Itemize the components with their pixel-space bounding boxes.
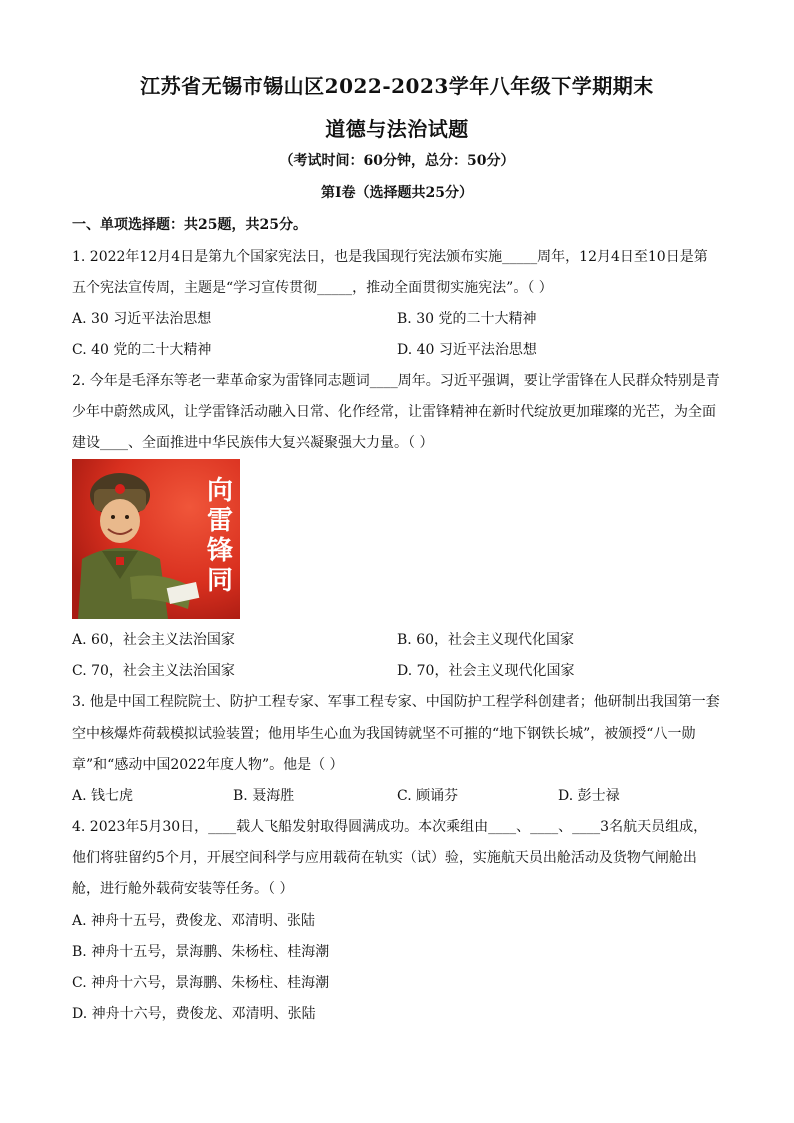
q1-option-a[interactable]: A. 30 习近平法治思想: [72, 311, 212, 327]
q1-text-line2: 五个宪法宣传周，主题是“学习宣传贯彻_____，推动全面贯彻实施宪法”。（ ）: [72, 280, 553, 296]
q4-text-line3: 舱，进行舱外载荷安装等任务。（ ）: [72, 881, 294, 897]
q2-text-line3: 建设____、全面推进中华民族伟大复兴凝聚强大力量。（ ）: [72, 435, 434, 451]
lei-feng-poster-image: [72, 459, 240, 619]
q3-option-d[interactable]: D. 彭士禄: [558, 788, 620, 804]
exam-title: 江苏省无锡市锡山区2022-2023学年八年级下学期期末: [140, 74, 654, 98]
q4-option-d[interactable]: D. 神舟十六号，费俊龙、邓清明、张陆: [72, 1006, 316, 1022]
q4-option-c[interactable]: C. 神舟十六号，景海鹏、朱杨柱、桂海潮: [72, 975, 330, 991]
q3-text-line1: 3. 他是中国工程院院士、防护工程专家、军事工程专家、中国防护工程学科创建者；他研制出我国第一套: [72, 694, 720, 710]
q3-option-b[interactable]: B. 聂海胜: [233, 788, 295, 804]
q3-text-line2: 空中核爆炸荷载模拟试验装置；他用毕生心血为我国铸就坚不可摧的“地下钢铁长城”，被颁授“八一勋: [72, 726, 696, 742]
q2-option-d[interactable]: D. 70，社会主义现代化国家: [397, 663, 575, 679]
q2-text-line2: 少年中蔚然成风，让学雷锋活动融入日常、化作经常，让雷锋精神在新时代绽放更加璀璨的光芒，为全面: [72, 404, 716, 420]
q2-option-a[interactable]: A. 60，社会主义法治国家: [72, 632, 235, 648]
q3-option-c[interactable]: C. 顾诵芬: [397, 788, 459, 804]
q1-text-line1: 1. 2022年12月4日是第九个国家宪法日，也是我国现行宪法颁布实施_____周年，12月4日至10日是第: [72, 249, 708, 265]
q1-option-c[interactable]: C. 40 党的二十大精神: [72, 342, 212, 358]
q2-text-line1: 2. 今年是毛泽东等老一辈革命家为雷锋同志题词____周年。习近平强调，要让学雷锋在人民群众特别是青: [72, 373, 720, 389]
exam-subject: 道德与法治试题: [325, 117, 469, 141]
q2-option-c[interactable]: C. 70，社会主义法治国家: [72, 663, 235, 679]
q1-option-b[interactable]: B. 30 党的二十大精神: [397, 311, 537, 327]
section-heading: 一、单项选择题：共25题，共25分。: [72, 217, 307, 233]
q3-option-a[interactable]: A. 钱七虎: [72, 788, 134, 804]
q4-text-line1: 4. 2023年5月30日，____载人飞船发射取得圆满成功。本次乘组由____、____、____3名航天员组成，: [72, 819, 708, 835]
q2-option-b[interactable]: B. 60，社会主义现代化国家: [397, 632, 575, 648]
exam-info: （考试时间：60分钟，总分：50分）: [279, 153, 515, 169]
q4-option-b[interactable]: B. 神舟十五号，景海鹏、朱杨柱、桂海潮: [72, 944, 330, 960]
q4-text-line2: 他们将驻留约5个月，开展空间科学与应用载荷在轨实（试）验，实施航天员出舱活动及货物气闸舱出: [72, 850, 697, 866]
q4-option-a[interactable]: A. 神舟十五号，费俊龙、邓清明、张陆: [72, 913, 316, 929]
poster-calligraphy-char: 向雷锋同: [206, 476, 234, 596]
q3-text-line3: 章”和“感动中国2022年度人物”。他是（ ）: [72, 757, 344, 773]
q1-option-d[interactable]: D. 40 习近平法治思想: [397, 342, 537, 358]
volume-title: 第Ⅰ卷（选择题共25分）: [320, 185, 474, 201]
